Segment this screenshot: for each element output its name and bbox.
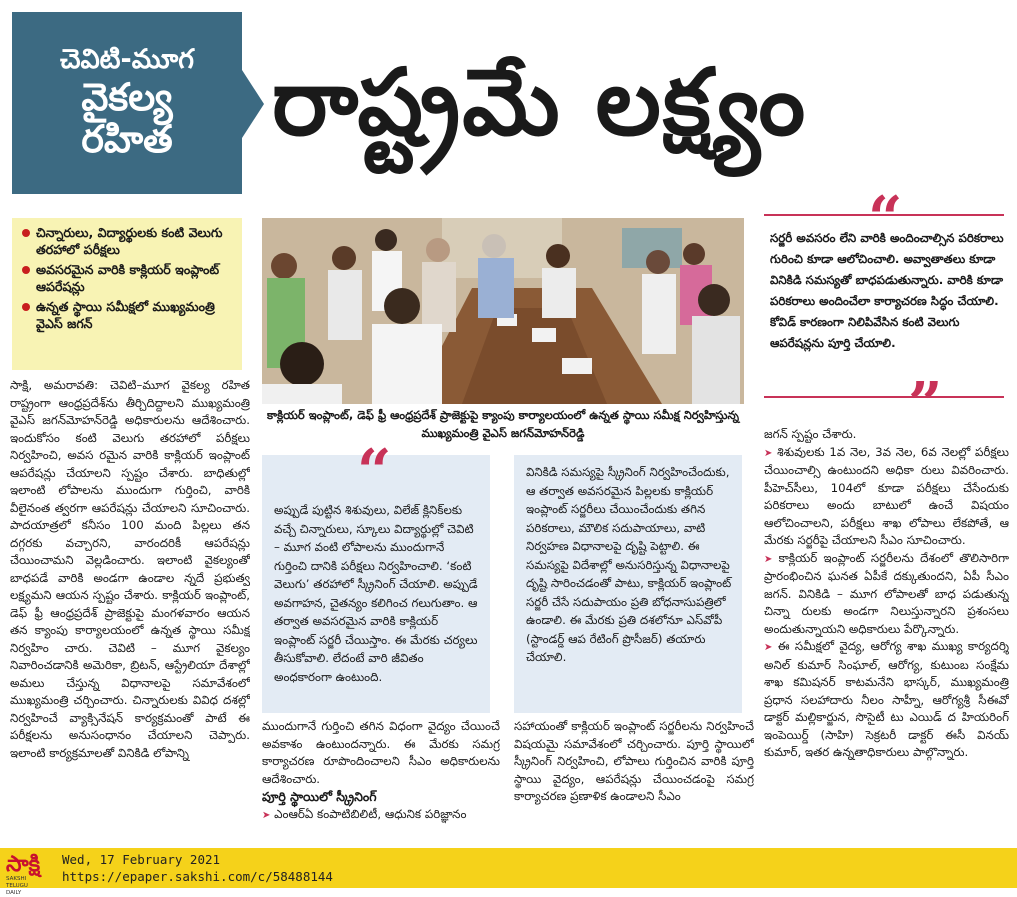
column-4-point [764, 638, 1009, 762]
column-4-point-text: కాక్లియర్ ఇంప్లాంట్ సర్జరీలను దేశంలో తొలిసారిగా ప్రారంభించిన ఘనత ఏపీకే దక్కుతుందని, ఏపీ సీఎం జగన్. వినికిడి – మూగ లోపాలతో బాధ పడుతున్న చిన్నా రులకు అండగా నిలుస్తున్నారని ప్రశంసలు అందుతున్నాయని అధికారులు పేర్కొన్నారు. [764, 550, 1009, 636]
quote-open-icon: “ [357, 437, 392, 507]
bullet-icon [22, 229, 30, 237]
column-4-point-text: ఈ సమీక్షలో వైద్య, ఆరోగ్య శాఖ ముఖ్య కార్యదర్శి అనిల్ కుమార్ సింఘాల్, ఆరోగ్య, కుటుంబ సంక్షేమ శాఖ కమిషనర్ కాటమనేని భాస్కర్, ముఖ్యమంత్రి ప్రధాన సలహాదారు నీలం సాహ్నీ, ఆరోగ్యశ్రీ సీఈవో డాక్టర్ మల్లికార్జున, సొసైటీ టు ఎయిడ్ ద హియరింగ్ ఇంపెయిర్డ్ (సాహి) సెక్రటరీ డాక్టర్ ఈసీ వినయ్ కుమార్, ఇతర ఉన్నతాధికారులు పాల్గొన్నారు. [764, 639, 1009, 759]
column-4-point-text: శిశువులకు 1వ నెల, 3వ నెల, 6వ నెలల్లో పరీక్షలు చేయించాల్సి ఉంటుందని అధికా రులు వివరించారు. పీహెచ్‌సీలు, 104లో కూడా పరీక్షలు చేసేందుకు పరికరాలు అందు బాటులో ఉంచే విషయం ఆలోచించాలని, పరీక్షలు శాఖ లోపాలు లేకపోతే, ఆ మేరకు సర్జరీపై చేయాలని సీఎం సూచించారు. [764, 444, 1009, 547]
column-4-intro: జగన్ స్పష్టం చేశారు. [764, 427, 857, 441]
quote-open-icon: “ [868, 184, 903, 254]
kicker-arrow [242, 70, 264, 138]
highlights-box [12, 218, 242, 370]
column-4-point [764, 444, 1009, 550]
subheading: పూర్తి స్థాయిలో స్క్రీనింగ్ [262, 789, 377, 804]
bullet-icon [22, 303, 30, 311]
meeting-photo [262, 218, 744, 404]
pull-quote-text: సర్జరీ అవసరం లేని వారికి అందించాల్సిన పరికరాలు గురించి కూడా ఆలోచించాలి. అవ్వాతాతలు కూడా వినికిడి సమస్యతో బాధపడుతున్నారు. వారికి కూడా పరికరాలు అందించేలా కార్యాచరణ సిద్ధం చేయాలి. కోవిడ్ కారణంగా నిలిపివేసిన కంటి వెలుగు ఆపరేషన్లను పూర్తి చేయాలి. [770, 231, 1004, 350]
highlight-text: అవసరమైన వారికి కాక్లియర్ ఇంప్లాంట్ ఆపరేషన్లు [36, 262, 220, 294]
headline: రాష్ట్రమే లక్ష్యం [272, 49, 808, 156]
kicker-line-2: వైకల్య [81, 74, 173, 119]
logo-subtext: SAKSHI TELUGU DAILY [6, 876, 28, 896]
highlight-item [20, 298, 236, 332]
article-body-column-1: సాక్షి, అమరావతి: చెవిటి–మూగ వైకల్య రహిత రాష్ట్రంగా ఆంధ్రప్రదేశ్‌ను తీర్చిదిద్దాలని ముఖ్యమంత్రి వైఎస్ జగన్‌మోహన్‌రెడ్డి అధికారులను ఆదేశించారు. ఇందుకోసం కంటి వెలుగు తరహాలో పరీక్షలు నిర్వహించి, అవస రమైన వారికి కాక్లియర్ ఇంప్లాంట్ ఆపరేషన్లు చేయాలని స్పష్టం చేశారు. బాధితుల్లో ఇలాంటి లోపాలను ముందుగా గుర్తించి, వారికి వీలైనంత త్వరగా ఆపరేషన్లు చేయాలని సూచించారు. పాదయాత్రలో కనీసం 100 మంది పిల్లలు తన దగ్గరకు వచ్చారని, వారందరికీ ఆపరేషన్లు చేయించామని వెల్లడించారు. ఇలాంటి వైకల్యంతో బాధపడే వారికి అండగా ఉండాల న్నదే ప్రభుత్వ లక్ష్యమని ఆయన స్పష్టం చేశారు. కాక్లియర్ ఇంప్లాంట్, డెఫ్ ఫ్రీ ఆంధ్రప్రదేశ్ ప్రాజెక్టుపై మంగళవారం ఆయన తన క్యాంపు కార్యాలయంలో ఉన్నత స్థాయి సమీక్ష నిర్వహిం చారు. చెవిటి – మూగ వైకల్యం నివారించడానికి అమెరికా, బ్రిటన్, ఆస్ట్రేలియా దేశాల్లో అమలు చేస్తున్న విధానాలపై సమావేశంలో ముఖ్యమంత్రి చర్చించారు. చిన్నారులకు వివిధ దశల్లో నిర్వహించే వ్యాక్సినేషన్ కార్యక్రమంతో పాటే ఈ పరీక్షలను అనుసంధానం చేయాలని చెప్పారు. ఇలాంటి కార్యక్రమాలతో వినికిడి లోపాన్ని [10, 378, 250, 760]
highlight-text: ఉన్నత స్థాయి సమీక్షలో ముఖ్యమంత్రి వైఎస్ జగన్ [36, 299, 215, 331]
quote-box-left [262, 437, 490, 713]
quote-box-right: వినికిడి సమస్యపై స్క్రీనింగ్ నిర్వహించేందుకు, ఆ తర్వాత అవసరమైన పిల్లలకు కాక్లియర్ ఇంప్లాంట్ సర్జరీలు చేయించేందుకు తగిన పరికరాలు, మౌలిక సదుపాయాలు, వాటి నిర్వహణ విధానాలపై దృష్టి పెట్టాలి. ఈ సమస్యపై విదేశాల్లో అనుసరిస్తున్న విధానాలపై దృష్టి సారించడంతో పాటు, కాక్లియర్ ఇంప్లాంట్ సర్జరీ చేసే సదుపాయం ప్రతి బోధనాసుపత్రిలో ఉండాలి. ఈ మేరకు ప్రతి దశలోనూ ఎస్‌వోపీ (స్టాండర్డ్ ఆప రేటింగ్ ప్రొసీజర్) తయారు చేయాలి. [514, 455, 742, 713]
article-body-column-3: సహాయంతో కాక్లియర్ ఇంప్లాంట్ సర్జరీలను నిర్వహించే విషయమై సమావేశంలో చర్చించారు. పూర్తి స్థాయిలో స్క్రీనింగ్ నిర్వహించి, లోపాలు గుర్తించిన వారికి పూర్తి స్థాయి వైద్యం, ఆపరేషన్లు చేయించడంపై సమగ్ర కార్యాచరణ ప్రణాళిక ఉండాలని సీఎం [514, 719, 754, 803]
quote-rule-bottom [764, 396, 1004, 398]
sakshi-logo [6, 852, 42, 896]
edition-date: Wed, 17 February 2021 [62, 852, 221, 867]
arrow-bullet-icon: ➤ [764, 642, 773, 653]
article-body-column-2 [262, 718, 500, 838]
article-body-column-4 [764, 426, 1009, 838]
arrow-bullet-icon: ➤ [764, 447, 773, 459]
highlight-item [20, 261, 236, 295]
meeting-photo-illustration [262, 218, 744, 404]
kicker-box [12, 12, 242, 194]
column-2-tail-text: ఎంఆర్‌ఏ కంపాటిబిలిటీ, ఆధునిక పరిజ్ఞానం [274, 806, 467, 821]
column-2-text: ముందుగానే గుర్తించి తగిన విధంగా వైద్యం చేయించే అవకాశం ఉంటుందన్నారు. ఈ మేరకు సమగ్ర కార్యాచరణ రూపొందించాలని సీఎం అధికారులను ఆదేశించారు. [262, 719, 500, 786]
footer-info [62, 851, 333, 885]
kicker-line-3: రహిత [81, 117, 173, 162]
epaper-url[interactable]: https://epaper.sakshi.com/c/58488144 [62, 869, 333, 884]
kicker-line-1: చెవిటి-మూగ [59, 44, 195, 76]
quote-box-left-text: అప్పుడే పుట్టిన శిశువులు, విలేజ్ క్లినిక్‌లకు వచ్చే చిన్నారులు, స్కూలు విద్యార్థుల్లో చెవిటి – మూగ వంటి లోపాలను ముందుగానే గుర్తించి దానికి పరీక్షలు నిర్వహించాలి. ‘కంటి వెలుగు’ తరహాలో స్క్రీనింగ్ చేయాలి. అప్పుడే అవగాహన, చైతన్యం కలిగించ గలుగుతాం. ఆ తర్వాత అవసరమైన వారికి కాక్లియర్ ఇంప్లాంట్ సర్జరీ చేయిస్తాం. ఈ మేరకు చర్యలు తీసుకోవాలి. లేదంటే వారి జీవితం అంధకారంగా ఉంటుంది. [274, 503, 478, 684]
column-2-tail [262, 806, 500, 825]
highlight-text: చిన్నారులు, విద్యార్థులకు కంటి వెలుగు తరహాలో పరీక్షలు [36, 225, 223, 257]
arrow-bullet-icon: ➤ [262, 809, 271, 821]
logo-text: సాక్షి [6, 852, 41, 877]
quote-close-icon: ” [908, 370, 943, 440]
arrow-bullet-icon: ➤ [764, 553, 773, 565]
bullet-icon [22, 266, 30, 274]
column-4-point [764, 550, 1009, 639]
photo-caption: కాక్లియర్ ఇంప్లాంట్, డెఫ్ ఫ్రీ ఆంధ్రప్రదేశ్ ప్రాజెక్టుపై క్యాంపు కార్యాలయంలో ఉన్నత స్థాయి సమీక్ష నిర్వహిస్తున్న ముఖ్యమంత్రి వైఎస్ జగన్‌మోహన్‌రెడ్డి [267, 408, 739, 440]
highlight-item [20, 224, 236, 258]
